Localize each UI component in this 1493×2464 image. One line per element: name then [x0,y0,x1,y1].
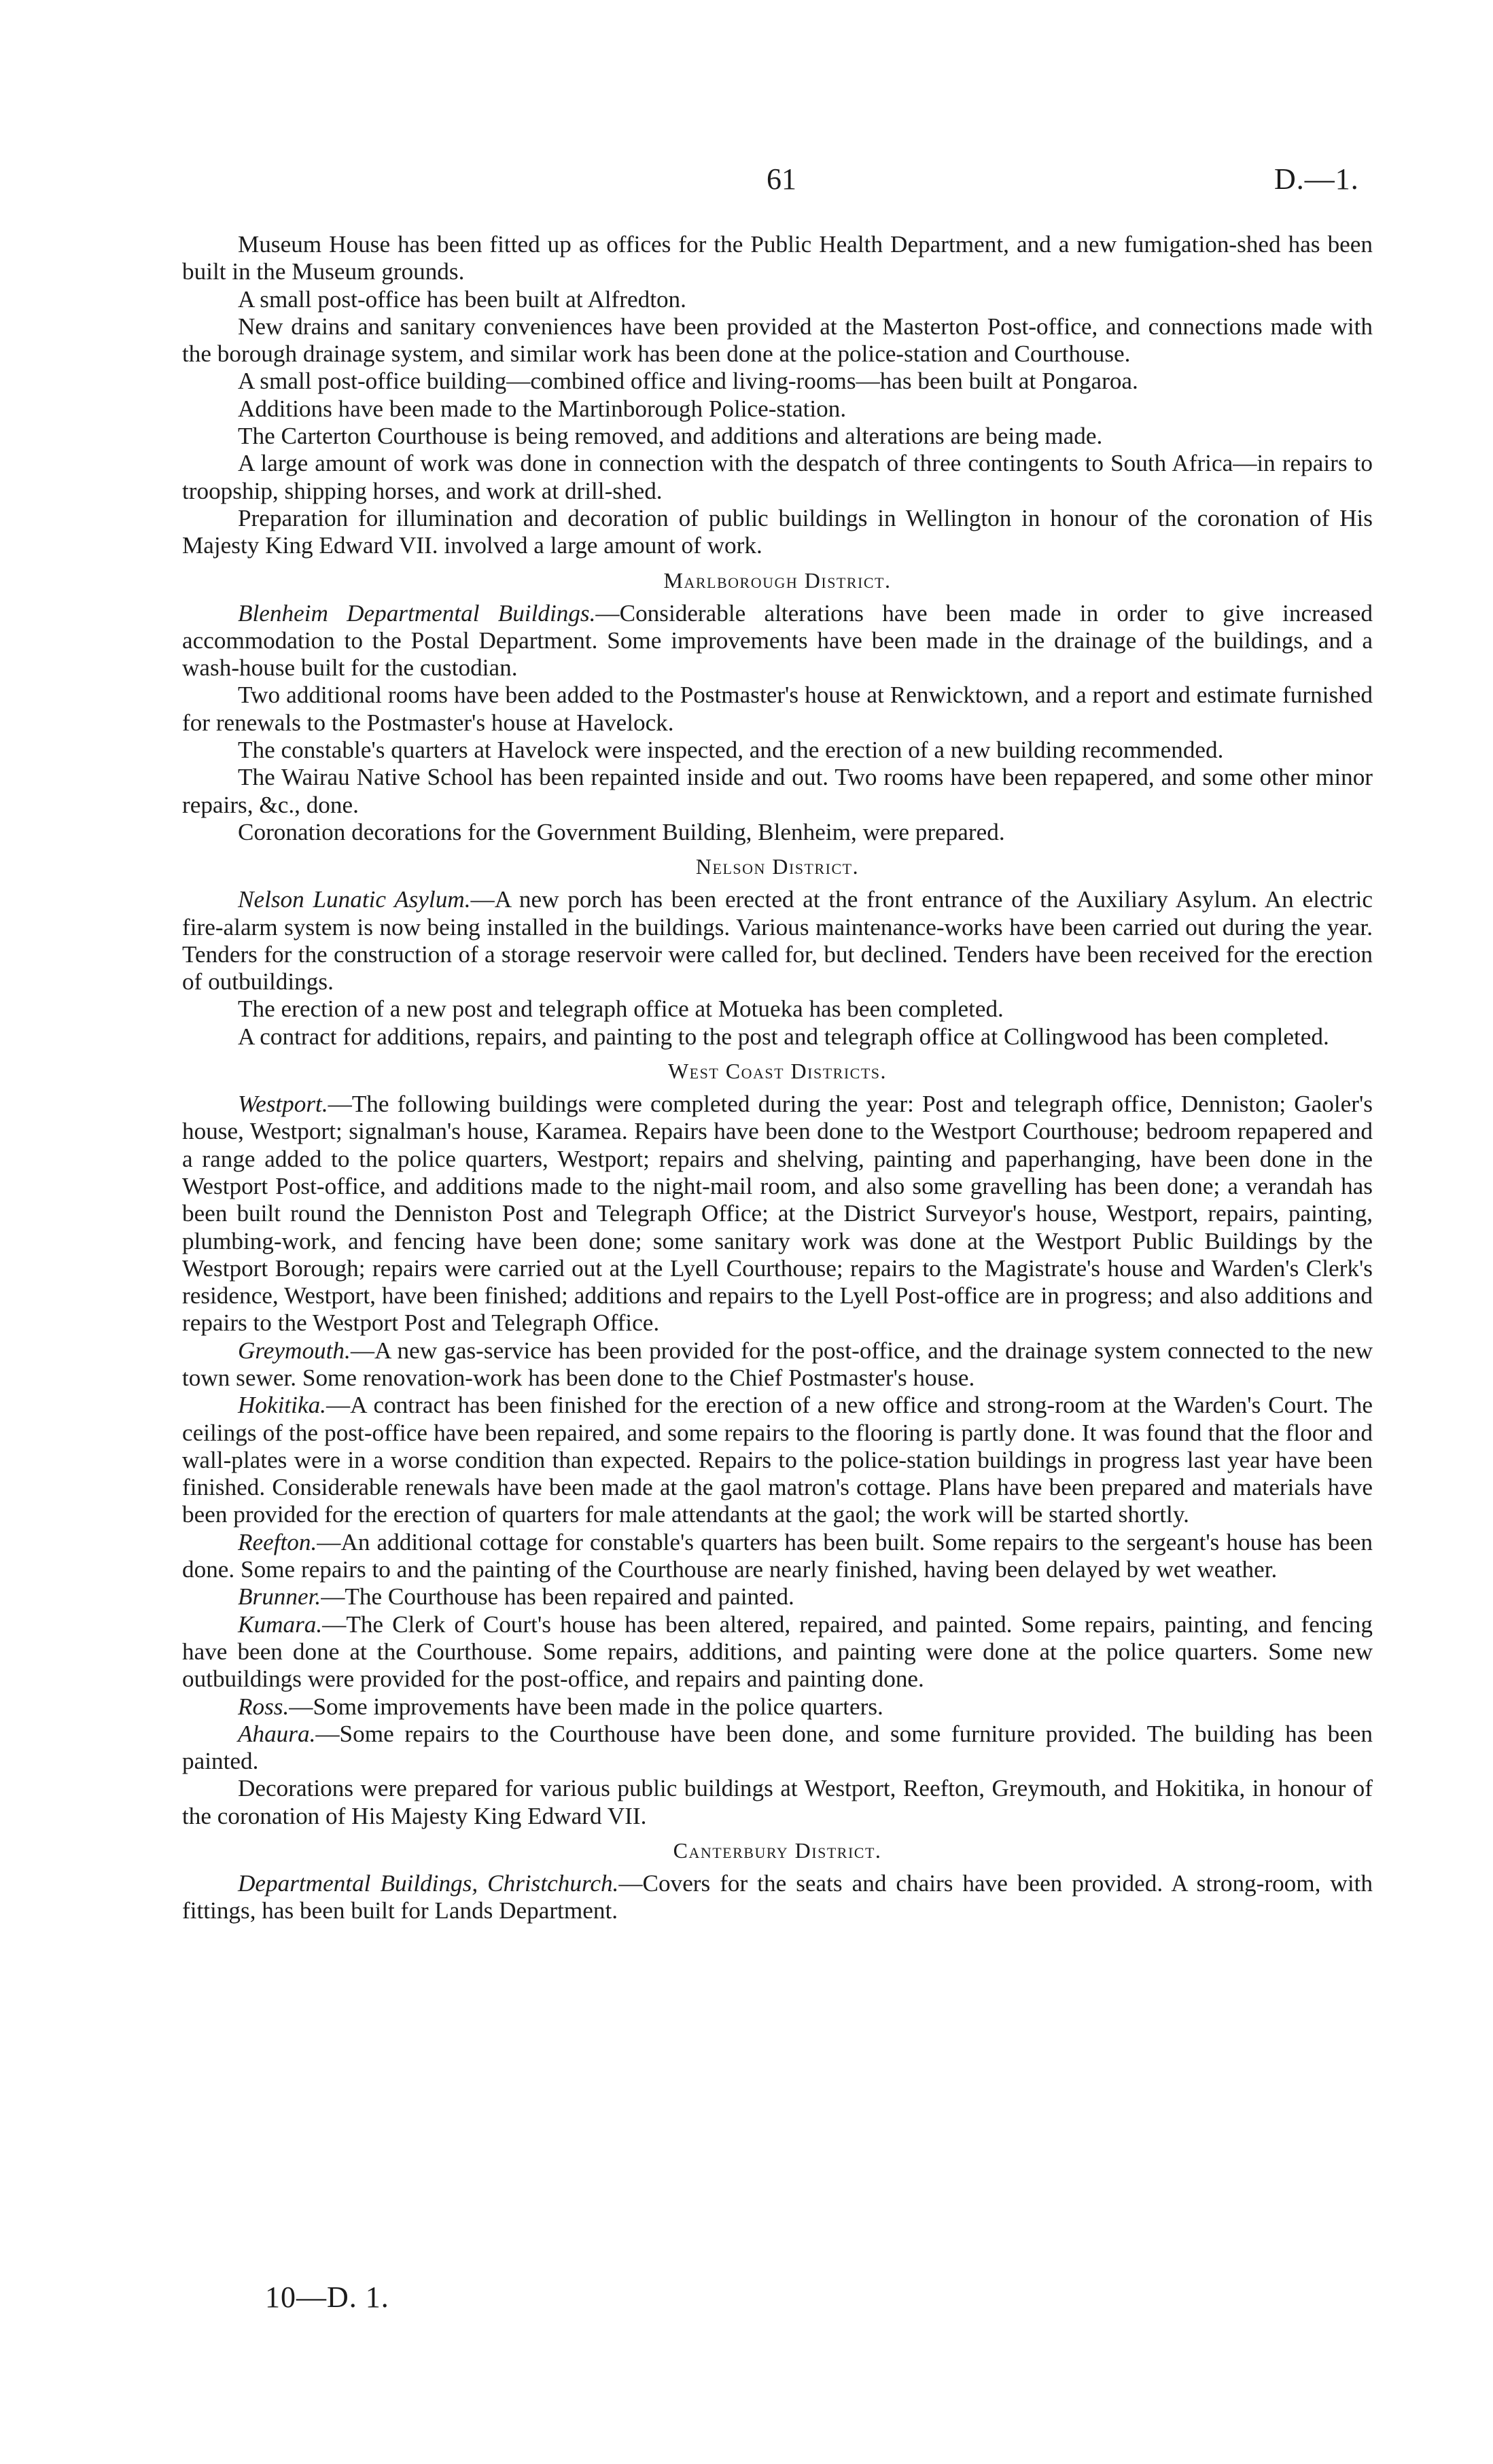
paragraph [182,764,1373,819]
paragraph-lead: Reefton. [238,1528,317,1555]
paragraph [182,1529,1373,1584]
paragraph [182,450,1373,505]
paragraph-lead: Blenheim Departmental Buildings. [238,599,596,627]
paragraph-text: A small post-office building—combined office and living-rooms—has been built at Pongaroa. [238,368,1138,395]
paragraph [182,368,1373,395]
paragraph [182,737,1373,764]
document-reference: D.—1. [1274,162,1359,196]
paragraph-text: —Some repairs to the Courthouse have been done, and some furniture provided. The building has been painted. [182,1720,1373,1775]
paragraph [182,423,1373,450]
paragraph-lead: Departmental Buildings, Christchurch. [238,1870,619,1897]
paragraph-text: A large amount of work was done in connection with the despatch of three contingents to South Africa—in repairs to troopship, shipping horses, and work at drill-shed. [182,450,1373,504]
paragraph-text: —Some improvements have been made in the police quarters. [289,1693,883,1720]
paragraph [182,1693,1373,1721]
document-body [182,231,1373,1925]
paragraph [182,996,1373,1023]
paragraph [182,1091,1373,1337]
paragraph-text: Decorations were prepared for various public buildings at Westport, Reefton, Greymouth, and Hokitika, in honour of the coronation of His Majesty King Edward VII. [182,1775,1373,1829]
paragraph-text: —The Courthouse has been repaired and painted. [321,1583,794,1611]
paragraph-text: Museum House has been fitted up as offices for the Public Health Department, and a new fumigation-shed has been built in the Museum grounds. [182,231,1373,285]
paragraph-text: Additions have been made to the Martinborough Police-station. [238,395,847,422]
paragraph-text: —An additional cottage for constable's quarters has been built. Some repairs to the sergeant's house has been done. Some repairs to and the painting of the Courthouse are nearly finished, having been delayed by wet weather. [182,1528,1373,1583]
paragraph [182,1392,1373,1528]
paragraph [182,886,1373,996]
section-heading: Canterbury District. [673,1838,882,1863]
paragraph-text: —Considerable alterations have been made in order to give increased accommodation to the Postal Department. Some improvements have been made in the drainage of the buildings, and a wash-house built for the custodian. [182,599,1373,682]
paragraph-text: —The Clerk of Court's house has been altered, repaired, and painted. Some repairs, painting, and fencing have been done at the Courthouse. Some repairs, additions, and painting were done at the police quarters. Some new outbuildings were provided for the post-office, and repairs and painting done. [182,1611,1373,1693]
paragraph-text: Two additional rooms have been added to the Postmaster's house at Renwicktown, and a report and estimate furnished for renewals to the Postmaster's house at Havelock. [182,682,1373,736]
paragraph [182,1023,1373,1051]
paragraph [182,1721,1373,1776]
paragraph-text: The Carterton Courthouse is being removed, and additions and alterations are being made. [238,423,1103,450]
paragraph [182,231,1373,286]
paragraph-text: Coronation decorations for the Government Building, Blenheim, were prepared. [238,818,1005,845]
paragraph [182,1611,1373,1693]
paragraph-text: A contract for additions, repairs, and painting to the post and telegraph office at Collingwood has been completed. [238,1023,1329,1050]
paragraph-lead: Greymouth. [238,1337,351,1364]
paragraph [182,819,1373,846]
paragraph [182,1775,1373,1830]
paragraph [182,1583,1373,1611]
paragraph-lead: Hokitika. [238,1392,326,1419]
page-number: 61 [767,162,796,196]
paragraph-text: The erection of a new post and telegraph office at Motueka has been completed. [238,996,1004,1023]
paragraph-text: Preparation for illumination and decoration of public buildings in Wellington in honour of the coronation of His Majesty King Edward VII. involved a large amount of work. [182,504,1373,559]
section-heading: Nelson District. [695,854,860,879]
paragraph [182,286,1373,313]
paragraph-text: —A new gas-service has been provided for the post-office, and the drainage system connected to the new town sewer. Some renovation-work has been done to the Chief Postmaster's house. [182,1337,1373,1391]
paragraph-text: —A contract has been finished for the erection of a new office and strong-room at the Warden's Court. The ceilings of the post-office have been repaired, and some repairs to the flooring is partly done. It was found that the floor and wall-plates were in a worse condition than expected. Repairs to the police-station buildings in progress last year have been finished. Considerable renewals have been made at the gaol matron's cottage. Plans have been prepared and materials have been provided for the erection of quarters for male attendants at the gaol; the work will be started shortly. [182,1392,1373,1528]
paragraph [182,1870,1373,1925]
paragraph [182,313,1373,368]
paragraph-lead: Ross. [238,1693,289,1720]
paragraph-lead: Kumara. [238,1611,323,1638]
paragraph [182,682,1373,737]
paragraph-text: The Wairau Native School has been repainted inside and out. Two rooms have been repapered, and some other minor repairs, &c., done. [182,764,1373,818]
paragraph [182,505,1373,560]
paragraph [182,395,1373,423]
paragraph [182,1337,1373,1392]
paragraph-text: The constable's quarters at Havelock were inspected, and the erection of a new building recommended. [238,737,1224,764]
paragraph-text: New drains and sanitary conveniences have been provided at the Masterton Post-office, and connections made with the borough drainage system, and similar work has been done at the police-station and Courthouse. [182,313,1373,368]
section-heading: West Coast Districts. [667,1059,888,1084]
paragraph-lead: Westport. [238,1091,328,1118]
sheet-signature: 10—D. 1. [265,2281,389,2314]
paragraph [182,600,1373,682]
paragraph-text: —Covers for the seats and chairs have been provided. A strong-room, with fittings, has been built for Lands Department. [182,1870,1373,1924]
paragraph-lead: Brunner. [238,1583,321,1611]
section-heading: Marlborough District. [663,567,892,593]
paragraph-text: —The following buildings were completed during the year: Post and telegraph office, Denniston; Gaoler's house, Westport; signalman's house, Karamea. Repairs have been done to the Westport Courthouse; bedroom repapered and a range added to the police quarters, Westport; repairs and shelving, painting and paperhanging, have been done in the Westport Post-office, and additions made to the night-mail room, and also some gravelling has been done; a verandah has been built round the Denniston Post and Telegraph Office; at the District Surveyor's house, Westport, repairs, painting, plumbing-work, and fencing have been done; some sanitary work was done at the Westport Public Buildings by the Westport Borough; repairs were carried out at the Lyell Courthouse; repairs to the Magistrate's house and Warden's Clerk's residence, Westport, have been finished; additions and repairs to the Lyell Post-office are in progress; and also additions and repairs to the Westport Post and Telegraph Office. [182,1091,1373,1337]
paragraph-lead: Nelson Lunatic Asylum. [238,886,471,913]
paragraph-text: —A new porch has been erected at the front entrance of the Auxiliary Asylum. An electric fire-alarm system is now being installed in the buildings. Various maintenance-works have been carried out during the year. Tenders for the construction of a storage reservoir were called for, but declined. Tenders have been received for the erection of outbuildings. [182,886,1373,996]
paragraph-text: A small post-office has been built at Alfredton. [238,285,686,313]
paragraph-lead: Ahaura. [238,1720,316,1747]
